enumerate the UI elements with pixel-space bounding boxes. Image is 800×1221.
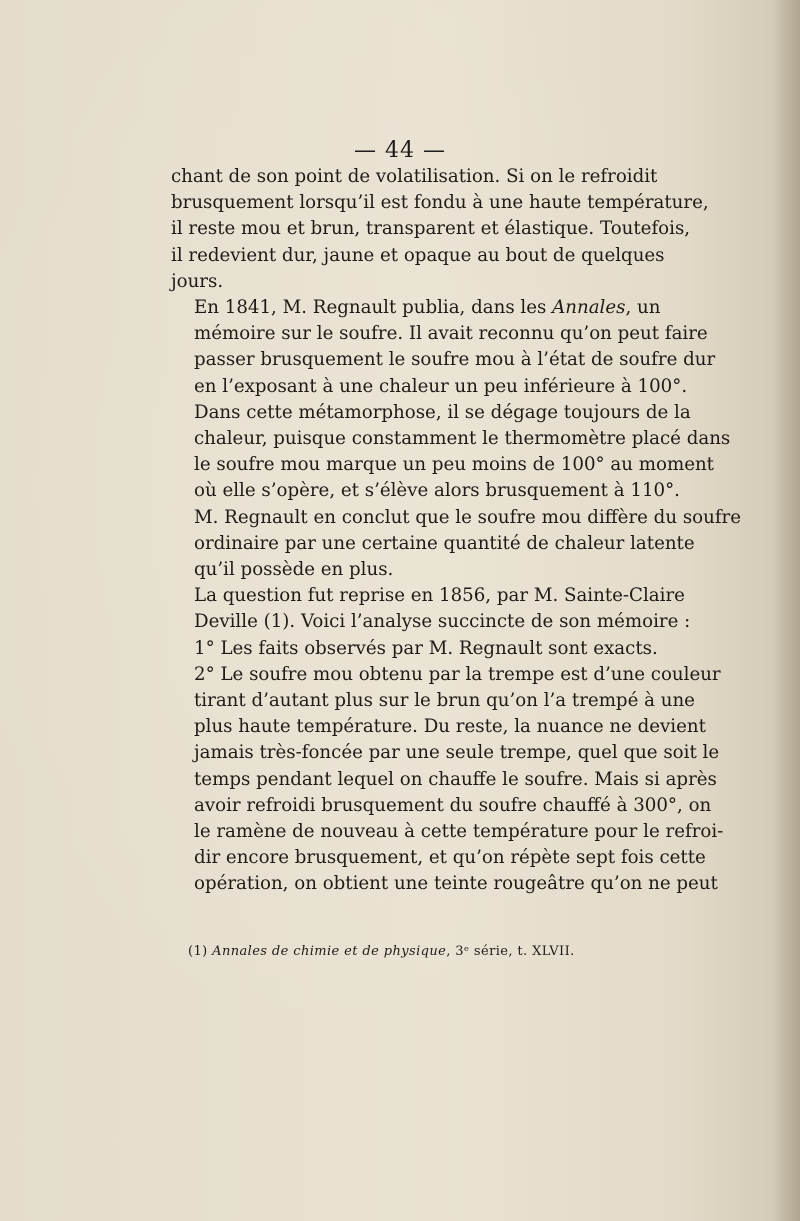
text-line: passer brusquement le soufre mou à l’état de soufre dur [194,349,716,371]
text-line: tirant d’autant plus sur le brun qu’on l’a trempé à une [194,690,695,712]
paragraph [171,583,691,635]
text-line: où elle s’opère, et s’élève alors brusquement à 110°. [194,480,680,502]
paragraph [171,295,742,583]
text-line: temps pendant lequel on chauffe le soufre. Mais si après [194,768,717,790]
text-line: ordinaire par une certaine quantité de chaleur latente [194,532,695,554]
text-line: opération, on obtient une teinte rougeâtre qu’on ne peut [194,873,718,895]
text-line: La question fut reprise en 1856, par M. Sainte-Claire [194,585,685,607]
text-line: en l’exposant à une chaleur un peu inférieure à 100°. [194,375,688,397]
text-line: dir encore brusquement, et qu’on répète sept fois cette [194,847,706,869]
body-text [171,164,742,898]
text-line: qu’il possède en plus. [194,559,394,581]
text-line: brusquement lorsqu’il est fondu à une haute température, [171,192,709,214]
footnote-marker: (1) [188,944,208,959]
footnote-rest: , 3ᵉ série, t. XLVII. [446,944,575,959]
page-number: — 44 — [354,138,446,163]
text-line: plus haute température. Du reste, la nuance ne devient [194,716,706,738]
paragraph [171,636,658,662]
footnote-source: Annales de chimie et de physique [212,944,447,959]
text-line: mémoire sur le soufre. Il avait reconnu qu’on peut faire [194,323,708,345]
text-line: chaleur, puisque constamment le thermomètre placé dans [194,428,731,450]
text-line: le ramène de nouveau à cette température pour le refroi- [194,821,724,843]
text-line: Dans cette métamorphose, il se dégage toujours de la [194,401,691,423]
page-gutter-shadow [772,0,800,1221]
text-line: il reste mou et brun, transparent et élastique. Toutefois, [171,218,691,240]
text-line: avoir refroidi brusquement du soufre chauffé à 300°, on [194,794,712,816]
paragraph [171,164,709,295]
text-line: chant de son point de volatilisation. Si on le refroidit [171,166,658,187]
text-line: jamais très-foncée par une seule trempe, quel que soit le [194,742,720,764]
text-line: En 1841, M. Regnault publia, dans les Annales, un [194,297,661,319]
text-line: le soufre mou marque un peu moins de 100° au moment [194,454,714,476]
text-line: Deville (1). Voici l’analyse succincte de son mémoire : [194,611,691,633]
text-line: 2° Le soufre mou obtenu par la trempe est d’une couleur [194,663,721,685]
text-line: il redevient dur, jaune et opaque au bout de quelques [171,244,665,266]
text-line: 1° Les faits observés par M. Regnault sont exacts. [194,637,658,659]
footnote [188,944,575,959]
paragraph [171,662,724,898]
text-line: M. Regnault en conclut que le soufre mou diffère du soufre [194,506,742,528]
text-line: jours. [171,270,224,292]
